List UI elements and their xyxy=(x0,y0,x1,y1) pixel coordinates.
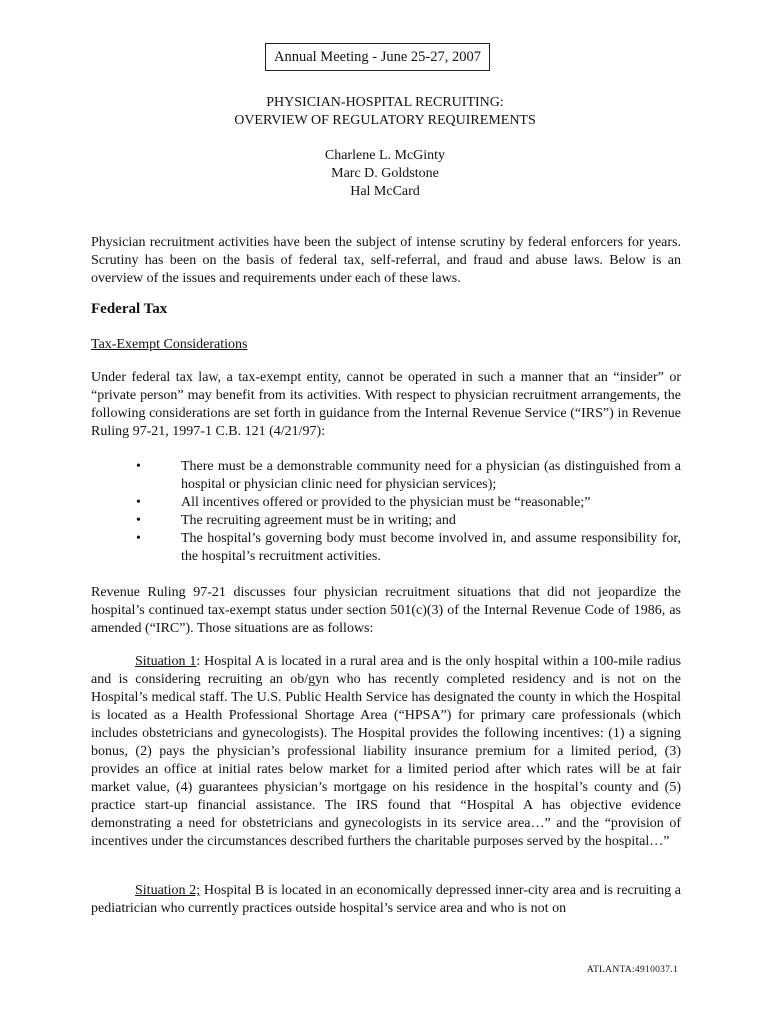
author-3: Hal McCard xyxy=(350,184,420,199)
list-item-text: The hospital’s governing body must become involved in, and assume responsibility for, the hospital’s recruitment activities. xyxy=(181,531,681,564)
considerations-list xyxy=(91,458,681,566)
revenue-ruling-paragraph: Revenue Ruling 97-21 discusses four physician recruitment situations that did not jeopardize the hospital’s continued tax-exempt status under section 501(c)(3) of the Internal Revenue Code of 1986, as amended (“IRC”). Those situations are as follows: xyxy=(91,585,681,636)
subsection-heading: Tax-Exempt Considerations xyxy=(91,337,248,352)
author-1: Charlene L. McGinty xyxy=(324,148,446,163)
situation-1-paragraph xyxy=(91,653,681,851)
situation-1-separator: : xyxy=(196,654,205,669)
tax-law-paragraph: Under federal tax law, a tax-exempt entity, cannot be operated in such a manner that an “insider” or “private person” may benefit from its activities. With respect to physician recruitment arrangements, the following considerations are set forth in guidance from the Internal Revenue Service (“IRS”) in Revenue Ruling 97-21, 1997-1 C.B. 121 (4/21/97): xyxy=(91,370,681,439)
situation-2-paragraph xyxy=(91,882,681,918)
meeting-header-box: Annual Meeting - June 25-27, 2007 xyxy=(265,43,490,71)
list-item xyxy=(91,458,681,494)
list-item-text: All incentives offered or provided to the physician must be “reasonable;” xyxy=(181,495,591,510)
situation-1-text: Hospital A is located in a rural area and is the only hospital within a 100-mile radius and is considering recruiting an ob/gyn who has recently completed residency and is not on the Hospital’s medical staff. The U.S. Public Health Service has designated the county in which the Hospital is located as a Health Professional Shortage Area (“HPSA”) for primary care professionals (which includes obstetricians and gynecologists). The Hospital provides the following incentives: (1) a signing bonus, (2) pays the physician’s professional liability insurance premium for a limited period, (3) provides an office at initial rates below market for a limited period after which rates will be at fair market value, (4) guarantees physician’s mortgage on his residence in the hospital’s county and (5) practice start-up financial assistance. The IRS found that “Hospital A has objective evidence demonstrating a need for obstetricians and gynecologists in its service area…” and the “provision of incentives under the circumstances described furthers the charitable purposes served by the hospital…” xyxy=(91,654,682,849)
list-item-text: The recruiting agreement must be in writing; and xyxy=(181,513,456,528)
document-id-footer: ATLANTA:4910037.1 xyxy=(586,965,678,975)
bullet-icon: • xyxy=(136,513,141,528)
bullet-icon: • xyxy=(136,459,141,474)
author-2: Marc D. Goldstone xyxy=(331,166,439,181)
situation-2-label: Situation 2; xyxy=(135,883,201,898)
bullet-icon: • xyxy=(136,531,141,546)
list-item xyxy=(91,512,681,530)
list-item xyxy=(91,494,681,512)
situation-2-text: Hospital B is located in an economically depressed inner-city area and is recruiting a pediatrician who currently practices outside hospital’s service area and who is not on xyxy=(91,883,682,916)
title-line-2: OVERVIEW OF REGULATORY REQUIREMENTS xyxy=(234,113,536,128)
situation-1-label: Situation 1 xyxy=(135,654,197,669)
bullet-icon: • xyxy=(136,495,141,510)
list-item-text: There must be a demonstrable community need for a physician (as distinguished from a hospital or physician clinic need for physician services); xyxy=(181,459,681,492)
title-line-1: PHYSICIAN-HOSPITAL RECRUITING: xyxy=(266,95,504,110)
section-heading: Federal Tax xyxy=(91,301,168,317)
intro-paragraph: Physician recruitment activities have been the subject of intense scrutiny by federal enforcers for years. Scrutiny has been on the basis of federal tax, self-referral, and fraud and abuse laws. Below is an overview of the issues and requirements under each of these laws. xyxy=(91,235,681,286)
list-item xyxy=(91,530,681,566)
